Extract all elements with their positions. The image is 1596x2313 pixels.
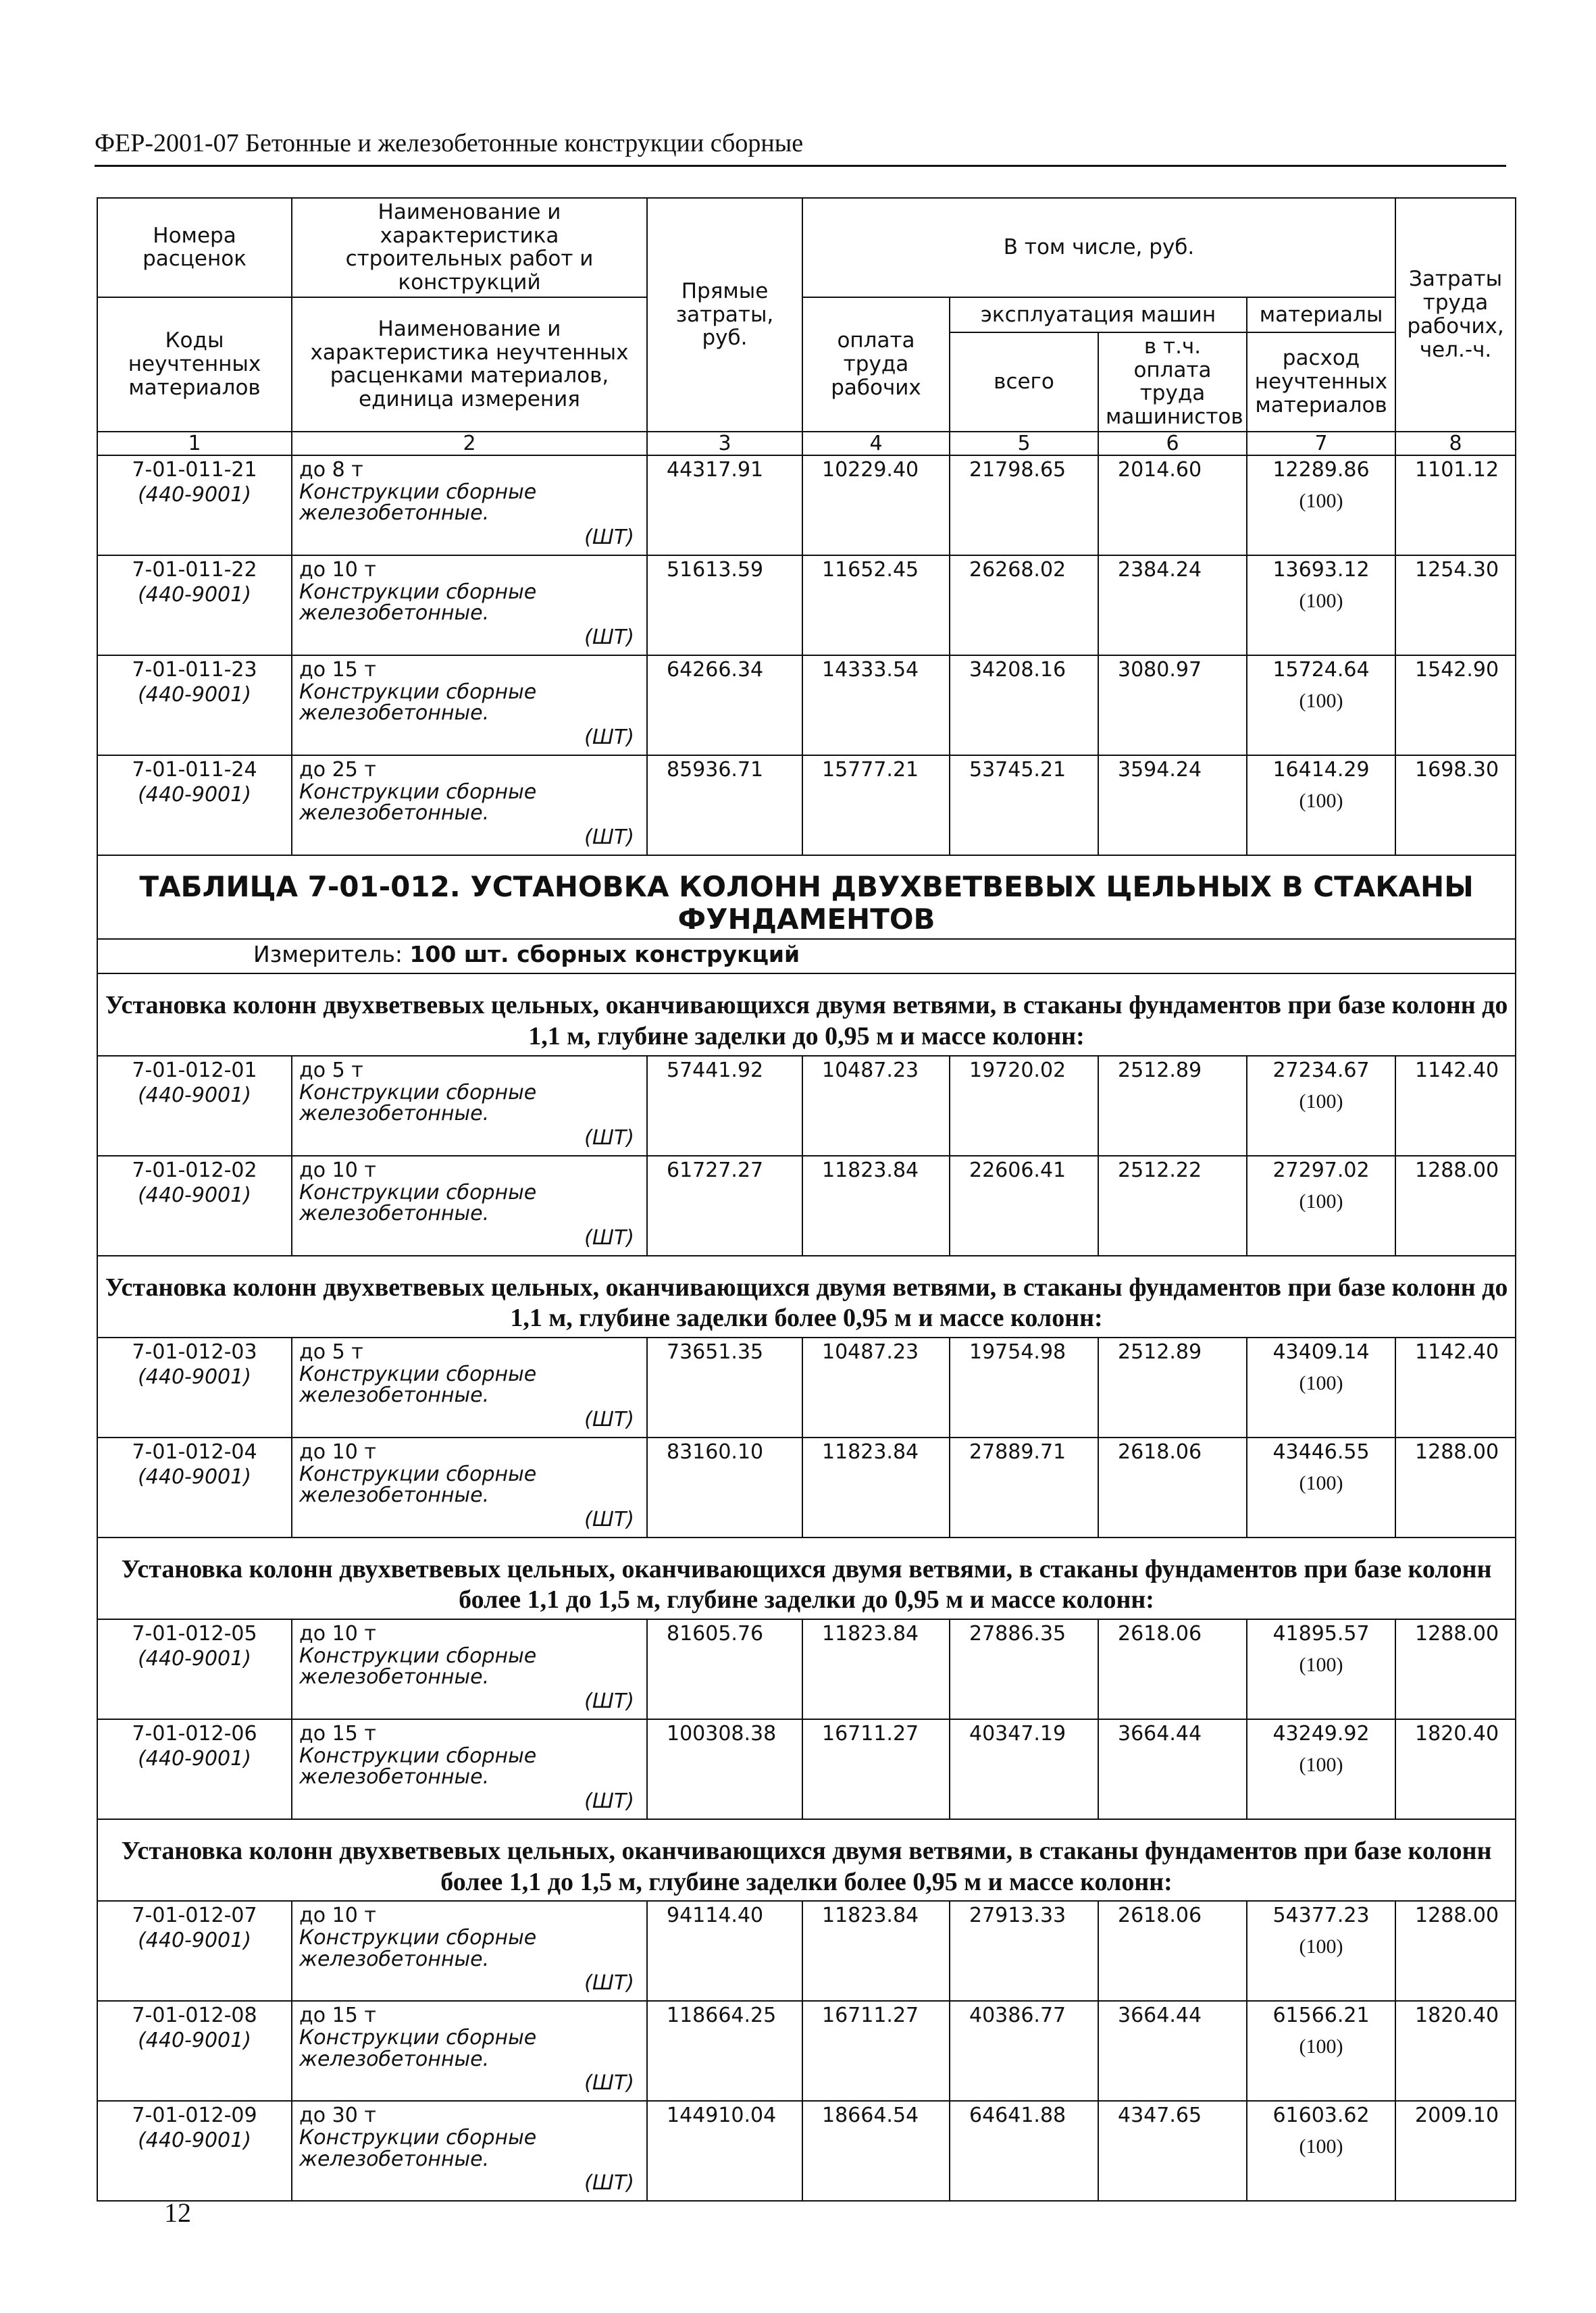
rate-code-cell: [97, 555, 292, 655]
material-name: Конструкции сборные железобетонные.: [299, 780, 537, 825]
direct-costs-value: 85936.71: [647, 755, 802, 855]
col-material-names: Наименование и характеристика неучтенных расценками материалов, единица измерения: [292, 297, 647, 432]
table-row: [97, 1719, 1516, 1819]
work-name: до 15 т: [299, 1721, 376, 1746]
unit-label: (ШТ): [584, 2171, 634, 2195]
unaccounted-consumption: (100): [1299, 2035, 1343, 2058]
material-name: Конструкции сборные железобетонные.: [299, 480, 537, 526]
work-description-cell: [292, 655, 647, 755]
material-name: Конструкции сборные железобетонные.: [299, 2026, 537, 2071]
machines-total-value: 22606.41: [950, 1156, 1098, 1256]
machinist-pay-value: 2512.89: [1098, 1056, 1247, 1156]
rate-code: 7-01-011-24: [132, 757, 257, 782]
material-code: (440-9001): [138, 1646, 251, 1671]
unit-label: (ШТ): [584, 725, 634, 749]
materials-value: 43446.55: [1272, 1440, 1370, 1464]
direct-costs-value: 44317.91: [647, 455, 802, 555]
unaccounted-consumption: (100): [1299, 789, 1343, 812]
unaccounted-consumption: (100): [1299, 2135, 1343, 2158]
material-name: Конструкции сборные железобетонные.: [299, 1926, 537, 1971]
work-name: до 15 т: [299, 657, 376, 682]
machinist-pay-value: 3080.97: [1098, 655, 1247, 755]
direct-costs-value: 81605.76: [647, 1619, 802, 1719]
rate-code-cell: [97, 1056, 292, 1156]
table-row: [97, 1438, 1516, 1537]
worker-pay-value: 11652.45: [802, 555, 950, 655]
machines-total-value: 64641.88: [950, 2101, 1098, 2201]
unit-label: (ШТ): [584, 2071, 634, 2095]
table-title-row: [97, 855, 1516, 940]
material-name: Конструкции сборные железобетонные.: [299, 680, 537, 726]
work-name: до 10 т: [299, 1440, 376, 1464]
labor-hours-value: 1820.40: [1395, 2001, 1516, 2101]
unaccounted-consumption: (100): [1299, 689, 1343, 712]
direct-costs-value: 144910.04: [647, 2101, 802, 2201]
table-row: [97, 1156, 1516, 1256]
work-description-cell: [292, 2001, 647, 2101]
work-description-cell: [292, 555, 647, 655]
col-worker-pay: оплата труда рабочих: [802, 297, 950, 432]
material-name: Конструкции сборные железобетонные.: [299, 1744, 537, 1789]
work-name: до 15 т: [299, 2004, 376, 2028]
labor-hours-value: 1288.00: [1395, 1438, 1516, 1537]
section-heading-row: [97, 1819, 1516, 1901]
work-description-cell: [292, 1619, 647, 1719]
labor-hours-value: 2009.10: [1395, 2101, 1516, 2201]
material-name: Конструкции сборные железобетонные.: [299, 2126, 537, 2171]
rate-code-cell: [97, 1438, 292, 1537]
worker-pay-value: 16711.27: [802, 1719, 950, 1819]
materials-value: 41895.57: [1272, 1621, 1370, 1646]
labor-hours-value: 1142.40: [1395, 1056, 1516, 1156]
materials-cell: [1247, 1619, 1395, 1719]
col-rate-numbers: Номера расценок: [97, 198, 292, 297]
column-number: 3: [647, 432, 802, 455]
rate-code: 7-01-012-03: [132, 1340, 257, 1364]
table-row: [97, 2001, 1516, 2101]
material-name: Конструкции сборные железобетонные.: [299, 1180, 537, 1226]
machines-total-value: 27886.35: [950, 1619, 1098, 1719]
measure-line: [97, 939, 1516, 973]
material-name: Конструкции сборные железобетонные.: [299, 1462, 537, 1508]
work-name: до 30 т: [299, 2104, 376, 2128]
machines-total-value: 40347.19: [950, 1719, 1098, 1819]
worker-pay-value: 11823.84: [802, 1619, 950, 1719]
column-numbers-row: [97, 432, 1516, 455]
worker-pay-value: 14333.54: [802, 655, 950, 755]
rate-code: 7-01-012-04: [132, 1440, 257, 1464]
table-body: [97, 455, 1516, 2201]
machines-total-value: 19720.02: [950, 1056, 1098, 1156]
rate-code-cell: [97, 755, 292, 855]
section-heading: Установка колонн двухветвевых цельных, оканчивающихся двумя ветвями, в стаканы фундаментов при базе колонн более 1,1 до 1,5 м, глубине заделки более 0,95 м и массе колонн:: [97, 1819, 1516, 1901]
work-description-cell: [292, 1719, 647, 1819]
unaccounted-consumption: (100): [1299, 1653, 1343, 1676]
machines-total-value: 40386.77: [950, 2001, 1098, 2101]
col-labor-hours: Затраты труда рабочих, чел.-ч.: [1395, 198, 1516, 432]
labor-hours-value: 1820.40: [1395, 1719, 1516, 1819]
materials-value: 43409.14: [1272, 1340, 1370, 1364]
material-code: (440-9001): [138, 1465, 251, 1489]
column-number: 4: [802, 432, 950, 455]
labor-hours-value: 1254.30: [1395, 555, 1516, 655]
column-number: 8: [1395, 432, 1516, 455]
materials-value: 54377.23: [1272, 1904, 1370, 1928]
materials-cell: [1247, 2101, 1395, 2201]
labor-hours-value: 1101.12: [1395, 455, 1516, 555]
machines-total-value: 27913.33: [950, 1901, 1098, 2001]
rate-code: 7-01-011-21: [132, 457, 257, 482]
direct-costs-value: 73651.35: [647, 1338, 802, 1438]
material-name: Конструкции сборные железобетонные.: [299, 1362, 537, 1408]
worker-pay-value: 10487.23: [802, 1338, 950, 1438]
work-description-cell: [292, 455, 647, 555]
labor-hours-value: 1288.00: [1395, 1156, 1516, 1256]
column-number: 7: [1247, 432, 1395, 455]
work-description-cell: [292, 1156, 647, 1256]
machines-total-value: 34208.16: [950, 655, 1098, 755]
measure-value: 100 шт. сборных конструкций: [409, 941, 800, 968]
unit-label: (ШТ): [584, 1789, 634, 1813]
machinist-pay-value: 4347.65: [1098, 2101, 1247, 2201]
materials-value: 61603.62: [1272, 2104, 1370, 2128]
material-name: Конструкции сборные железобетонные.: [299, 580, 537, 626]
machinist-pay-value: 2618.06: [1098, 1438, 1247, 1537]
machinist-pay-value: 3664.44: [1098, 2001, 1247, 2101]
table-row: [97, 455, 1516, 555]
rate-code: 7-01-012-08: [132, 2004, 257, 2028]
unit-label: (ШТ): [584, 1689, 634, 1713]
table-row: [97, 1619, 1516, 1719]
machines-total-value: 27889.71: [950, 1438, 1098, 1537]
rate-code: 7-01-012-02: [132, 1158, 257, 1182]
rate-code-cell: [97, 1156, 292, 1256]
worker-pay-value: 11823.84: [802, 1156, 950, 1256]
unaccounted-consumption: (100): [1299, 1935, 1343, 1958]
machinist-pay-value: 2512.22: [1098, 1156, 1247, 1256]
machinist-pay-value: 2618.06: [1098, 1901, 1247, 2001]
materials-cell: [1247, 1438, 1395, 1537]
table-title: ТАБЛИЦА 7-01-012. УСТАНОВКА КОЛОНН ДВУХВЕТВЕВЫХ ЦЕЛЬНЫХ В СТАКАНЫ ФУНДАМЕНТОВ: [97, 855, 1516, 940]
col-machines-total: всего: [950, 332, 1098, 432]
rate-code: 7-01-011-22: [132, 557, 257, 582]
material-code: (440-9001): [138, 1083, 251, 1107]
direct-costs-value: 61727.27: [647, 1156, 802, 1256]
unaccounted-consumption: (100): [1299, 1371, 1343, 1394]
materials-cell: [1247, 1156, 1395, 1256]
materials-cell: [1247, 1719, 1395, 1819]
work-description-cell: [292, 1338, 647, 1438]
material-code: (440-9001): [138, 1929, 251, 1953]
unit-label: (ШТ): [584, 1125, 634, 1150]
unit-label: (ШТ): [584, 1971, 634, 1996]
column-number: 1: [97, 432, 292, 455]
machinist-pay-value: 2618.06: [1098, 1619, 1247, 1719]
unit-label: (ШТ): [584, 525, 634, 549]
rate-code-cell: [97, 1901, 292, 2001]
work-name: до 5 т: [299, 1058, 363, 1082]
labor-hours-value: 1142.40: [1395, 1338, 1516, 1438]
rate-code: 7-01-012-06: [132, 1721, 257, 1746]
work-name: до 5 т: [299, 1340, 363, 1364]
direct-costs-value: 100308.38: [647, 1719, 802, 1819]
materials-cell: [1247, 455, 1395, 555]
rate-code: 7-01-012-07: [132, 1904, 257, 1928]
machinist-pay-value: 2384.24: [1098, 555, 1247, 655]
table-header: [97, 198, 1516, 455]
worker-pay-value: 15777.21: [802, 755, 950, 855]
materials-cell: [1247, 2001, 1395, 2101]
materials-cell: [1247, 1901, 1395, 2001]
rate-code: 7-01-012-05: [132, 1621, 257, 1646]
work-description-cell: [292, 755, 647, 855]
labor-hours-value: 1542.90: [1395, 655, 1516, 755]
direct-costs-value: 94114.40: [647, 1901, 802, 2001]
material-code: (440-9001): [138, 1746, 251, 1771]
material-code: (440-9001): [138, 682, 251, 707]
worker-pay-value: 10487.23: [802, 1056, 950, 1156]
materials-value: 43249.92: [1272, 1721, 1370, 1746]
work-name: до 8 т: [299, 457, 363, 482]
col-group-machines: эксплуатация машин: [950, 297, 1247, 332]
unaccounted-consumption: (100): [1299, 589, 1343, 612]
worker-pay-value: 10229.40: [802, 455, 950, 555]
material-code: (440-9001): [138, 782, 251, 807]
unit-label: (ШТ): [584, 825, 634, 849]
machines-total-value: 53745.21: [950, 755, 1098, 855]
machinist-pay-value: 3664.44: [1098, 1719, 1247, 1819]
rate-code-cell: [97, 455, 292, 555]
col-direct-costs: Прямые затраты, руб.: [647, 198, 802, 432]
materials-value: 15724.64: [1272, 657, 1370, 682]
material-code: (440-9001): [138, 1365, 251, 1389]
materials-value: 27297.02: [1272, 1158, 1370, 1182]
direct-costs-value: 83160.10: [647, 1438, 802, 1537]
material-code: (440-9001): [138, 2029, 251, 2053]
work-description-cell: [292, 2101, 647, 2201]
column-number: 6: [1098, 432, 1247, 455]
section-heading: Установка колонн двухветвевых цельных, оканчивающихся двумя ветвями, в стаканы фундаментов при базе колонн более 1,1 до 1,5 м, глубине заделки до 0,95 м и массе колонн:: [97, 1537, 1516, 1619]
section-heading: Установка колонн двухветвевых цельных, оканчивающихся двумя ветвями, в стаканы фундаментов при базе колонн до 1,1 м, глубине заделки до 0,95 м и массе колонн:: [97, 973, 1516, 1055]
machines-total-value: 21798.65: [950, 455, 1098, 555]
labor-hours-value: 1288.00: [1395, 1619, 1516, 1719]
col-work-name: Наименование и характеристика строительных работ и конструкций: [292, 198, 647, 297]
material-code: (440-9001): [138, 482, 251, 507]
rate-code-cell: [97, 1338, 292, 1438]
unaccounted-consumption: (100): [1299, 1753, 1343, 1776]
rate-code-cell: [97, 1619, 292, 1719]
rate-code-cell: [97, 2101, 292, 2201]
measure-row: [97, 939, 1516, 973]
machines-total-value: 19754.98: [950, 1338, 1098, 1438]
materials-cell: [1247, 1338, 1395, 1438]
direct-costs-value: 118664.25: [647, 2001, 802, 2101]
unit-label: (ШТ): [584, 1407, 634, 1431]
rate-code-cell: [97, 2001, 292, 2101]
worker-pay-value: 11823.84: [802, 1438, 950, 1537]
col-unaccounted-materials: расход неучтенных материалов: [1247, 332, 1395, 432]
section-heading: Установка колонн двухветвевых цельных, оканчивающихся двумя ветвями, в стаканы фундаментов при базе колонн до 1,1 м, глубине заделки более 0,95 м и массе колонн:: [97, 1256, 1516, 1338]
work-name: до 10 т: [299, 1158, 376, 1182]
materials-value: 27234.67: [1272, 1058, 1370, 1082]
materials-cell: [1247, 1056, 1395, 1156]
measure-label: Измеритель:: [253, 941, 410, 968]
worker-pay-value: 16711.27: [802, 2001, 950, 2101]
work-description-cell: [292, 1056, 647, 1156]
rate-code-cell: [97, 655, 292, 755]
unaccounted-consumption: (100): [1299, 489, 1343, 512]
rates-table: [97, 197, 1516, 2202]
unit-label: (ШТ): [584, 1507, 634, 1531]
materials-cell: [1247, 655, 1395, 755]
machines-total-value: 26268.02: [950, 555, 1098, 655]
unaccounted-consumption: (100): [1299, 1090, 1343, 1113]
material-code: (440-9001): [138, 582, 251, 607]
direct-costs-value: 51613.59: [647, 555, 802, 655]
materials-cell: [1247, 755, 1395, 855]
work-name: до 10 т: [299, 1621, 376, 1646]
worker-pay-value: 11823.84: [802, 1901, 950, 2001]
worker-pay-value: 18664.54: [802, 2101, 950, 2201]
material-code: (440-9001): [138, 1183, 251, 1207]
work-description-cell: [292, 1901, 647, 2001]
material-name: Конструкции сборные железобетонные.: [299, 1644, 537, 1689]
col-material-codes: Коды неучтенных материалов: [97, 297, 292, 432]
materials-cell: [1247, 555, 1395, 655]
column-number: 2: [292, 432, 647, 455]
material-code: (440-9001): [138, 2129, 251, 2153]
materials-value: 12289.86: [1272, 457, 1370, 482]
labor-hours-value: 1288.00: [1395, 1901, 1516, 2001]
unit-label: (ШТ): [584, 1225, 634, 1250]
table-row: [97, 1901, 1516, 2001]
work-name: до 10 т: [299, 557, 376, 582]
rate-code: 7-01-012-01: [132, 1058, 257, 1082]
work-name: до 10 т: [299, 1904, 376, 1928]
table-row: [97, 555, 1516, 655]
table-row: [97, 655, 1516, 755]
table-row: [97, 1056, 1516, 1156]
unaccounted-consumption: (100): [1299, 1471, 1343, 1494]
unit-label: (ШТ): [584, 625, 634, 649]
table-row: [97, 755, 1516, 855]
machinist-pay-value: 3594.24: [1098, 755, 1247, 855]
col-group-materials: материалы: [1247, 297, 1395, 332]
machinist-pay-value: 2014.60: [1098, 455, 1247, 555]
machinist-pay-value: 2512.89: [1098, 1338, 1247, 1438]
materials-value: 13693.12: [1272, 557, 1370, 582]
col-machinist-pay: в т.ч. оплата труда машинистов: [1098, 332, 1247, 432]
materials-value: 61566.21: [1272, 2004, 1370, 2028]
labor-hours-value: 1698.30: [1395, 755, 1516, 855]
unaccounted-consumption: (100): [1299, 1190, 1343, 1213]
rate-code: 7-01-012-09: [132, 2104, 257, 2128]
section-heading-row: [97, 1537, 1516, 1619]
column-number: 5: [950, 432, 1098, 455]
section-heading-row: [97, 1256, 1516, 1338]
work-description-cell: [292, 1438, 647, 1537]
rate-code: 7-01-011-23: [132, 657, 257, 682]
material-name: Конструкции сборные железобетонные.: [299, 1080, 537, 1126]
col-group-including: В том числе, руб.: [802, 198, 1395, 297]
materials-value: 16414.29: [1272, 757, 1370, 782]
direct-costs-value: 57441.92: [647, 1056, 802, 1156]
rate-code-cell: [97, 1719, 292, 1819]
table-row: [97, 1338, 1516, 1438]
page-number: 12: [164, 2197, 191, 2228]
section-heading-row: [97, 973, 1516, 1055]
page-header: ФЕР-2001-07 Бетонные и железобетонные конструкции сборные: [95, 128, 1506, 167]
direct-costs-value: 64266.34: [647, 655, 802, 755]
work-name: до 25 т: [299, 757, 376, 782]
table-row: [97, 2101, 1516, 2201]
